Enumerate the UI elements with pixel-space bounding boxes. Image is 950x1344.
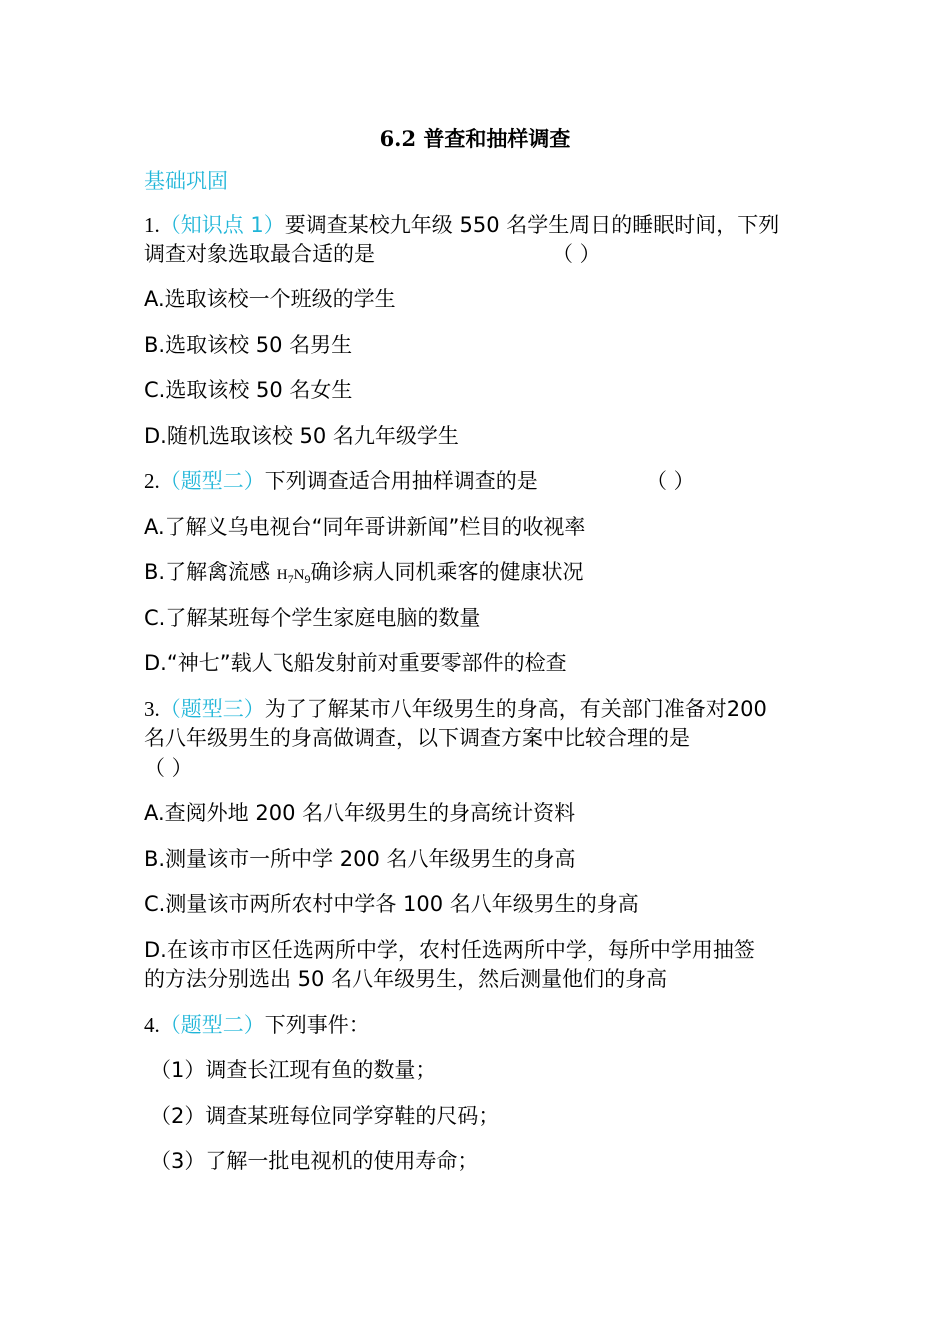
section-label: 基础巩固 <box>144 169 228 193</box>
formula: $H_7N_9$ <box>276 567 311 586</box>
question-stem: 下列调查适合用抽样调查的是 <box>264 469 538 493</box>
option-d-continued: 的方法分别选出 50 名八年级男生，然后测量他们的身高 <box>144 967 668 991</box>
question-tag: （题型三） <box>159 697 265 721</box>
question-3-line-2: 名八年级男生的身高做调查，以下调查方案中比较合理的是 <box>144 726 690 750</box>
option-b <box>144 557 583 594</box>
question-1-line-2 <box>144 239 375 269</box>
option-a: A.查阅外地 200 名八年级男生的身高统计资料 <box>144 801 576 825</box>
question-number: 4. <box>144 1013 160 1037</box>
question-3-line-1 <box>144 694 767 724</box>
question-stem: 下列事件： <box>264 1013 370 1037</box>
list-item: （3）了解一批电视机的使用寿命； <box>150 1149 479 1173</box>
option-c: C.了解某班每个学生家庭电脑的数量 <box>144 606 481 630</box>
option-b: B.选取该校 50 名男生 <box>144 333 353 357</box>
question-tag: （题型二） <box>159 1013 265 1037</box>
question-stem: 调查对象选取最合适的是 <box>144 242 375 266</box>
list-item: （1）调查长江现有鱼的数量； <box>150 1058 437 1082</box>
option-c: C.测量该市两所农村中学各 100 名八年级男生的身高 <box>144 892 639 916</box>
page-title: 6.2 普查和抽样调查 <box>379 126 571 151</box>
list-item: （2）调查某班每位同学穿鞋的尺码； <box>150 1104 500 1128</box>
answer-paren: （ ） <box>552 242 601 266</box>
question-tag: （题型二） <box>159 469 265 493</box>
option-b-text: 确诊病人同机乘客的健康状况 <box>310 560 584 584</box>
option-a: A.选取该校一个班级的学生 <box>144 287 396 311</box>
question-number: 2. <box>144 469 160 493</box>
question-1-line-1 <box>144 210 779 240</box>
answer-paren: （ ） <box>646 469 695 493</box>
option-a: A.了解义乌电视台“同年哥讲新闻”栏目的收视率 <box>144 515 586 539</box>
question-tag: （知识点 1） <box>159 213 285 237</box>
option-d: D.在该市市区任选两所中学，农村任选两所中学，每所中学用抽签 <box>144 938 755 962</box>
question-4-line-1 <box>144 1010 370 1040</box>
question-stem: 要调查某校九年级 550 名学生周日的睡眠时间，下列 <box>284 213 780 237</box>
question-number: 3. <box>144 697 160 721</box>
option-d: D.“神七”载人飞船发射前对重要零部件的检查 <box>144 651 567 675</box>
option-b: B.测量该市一所中学 200 名八年级男生的身高 <box>144 847 576 871</box>
option-c: C.选取该校 50 名女生 <box>144 378 353 402</box>
question-stem: 为了了解某市八年级男生的身高，有关部门准备对200 <box>264 697 767 721</box>
question-number: 1. <box>144 213 160 237</box>
question-2-line-1 <box>144 466 538 496</box>
answer-paren: （ ） <box>144 756 193 780</box>
option-b-prefix: B.了解禽流感 <box>144 560 277 584</box>
option-d: D.随机选取该校 50 名九年级学生 <box>144 424 459 448</box>
